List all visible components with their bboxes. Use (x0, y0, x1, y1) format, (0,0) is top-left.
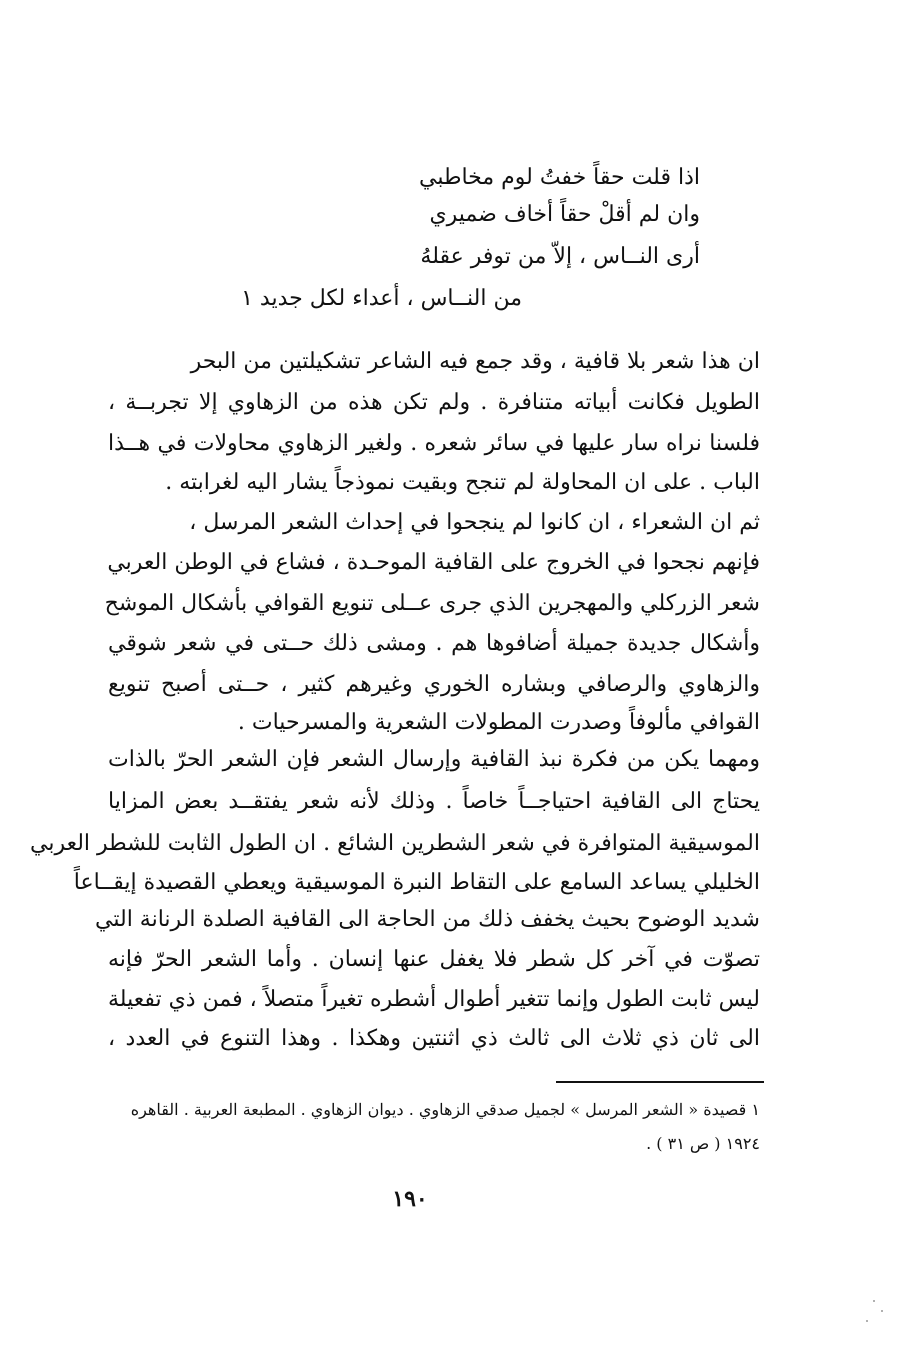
body-line: شعر الزركلي والمهجرين الذي جرى عــلى تنويع القوافي بأشكال الموشح (104, 591, 760, 616)
poem-line: أرى النــاس ، إلاّ من توفر عقلهُ (420, 244, 700, 269)
body-line: الخليلي يساعد السامع على التقاط النبرة الموسيقية ويعطي القصيدة إيقــاعاً (73, 870, 760, 895)
body-line: شديد الوضوح بحيث يخفف ذلك من الحاجة الى القافية الصلدة الرنانة التي (95, 907, 760, 932)
scan-speck (873, 1300, 875, 1302)
body-line: ان هذا شعر بلا قافية ، وقد جمع فيه الشاعر تشكيلتين من البحر (190, 349, 760, 374)
body-line: الموسيقية المتوافرة في شعر الشطرين الشائع . ان الطول الثابت للشطر العربي (30, 831, 760, 856)
body-line: ليس ثابت الطول وإنما تتغير أطوال أشطره تغيراً متصلاً ، فمن ذي تفعيلة (108, 987, 760, 1012)
scan-speck (866, 1320, 868, 1322)
body-line: يحتاج الى القافية احتياجــاً خاصاً . وذلك لأنه شعر يفتقــد بعض المزايا (108, 789, 760, 814)
poem-line: وان لم أقلْ حقاً أخاف ضميري (429, 202, 700, 227)
body-line: ومهما يكن من فكرة نبذ القافية وإرسال الشعر فإن الشعر الحرّ بالذات (108, 747, 760, 772)
body-line: والزهاوي والرصافي وبشاره الخوري وغيرهم كثير ، حــتى أصبح تنويع (108, 672, 760, 697)
footnote-separator (556, 1081, 764, 1083)
body-line: فلسنا نراه سار عليها في سائر شعره . ولغير الزهاوي محاولات في هــذا (108, 431, 760, 456)
body-line: الى ثان ذي ثلاث الى ثالث ذي اثنتين وهكذا . وهذا التنوع في العدد ، (108, 1026, 760, 1051)
body-line: تصوّت في آخر كل شطر فلا يغفل عنها إنسان . وأما الشعر الحرّ فإنه (108, 947, 760, 972)
body-line: ثم ان الشعراء ، ان كانوا لم ينجحوا في إحداث الشعر المرسل ، (189, 510, 760, 535)
page-number: ١٩٠ (392, 1186, 428, 1212)
scan-speck (881, 1310, 883, 1312)
body-line: الباب . على ان المحاولة لم تنجح وبقيت نموذجاً يشار اليه لغرابته . (165, 470, 760, 495)
poem-line: من النــاس ، أعداء لكل جديد ١ (241, 286, 522, 311)
body-line: الطويل فكانت أبياته متنافرة . ولم تكن هذه من الزهاوي إلا تجربــة ، (108, 390, 760, 415)
poem-line: اذا قلت حقاً خفتُ لوم مخاطبي (418, 165, 700, 190)
body-line: وأشكال جديدة جميلة أضافوها هم . ومشى ذلك حــتى في شعر شوقي (108, 631, 760, 656)
footnote-line: ١٩٢٤ ( ص ٣١ ) . (646, 1134, 760, 1153)
body-line: القوافي مألوفاً وصدرت المطولات الشعرية والمسرحيات . (237, 710, 760, 735)
footnote-line: ١ قصيدة « الشعر المرسل » لجميل صدقي الزهاوي . ديوان الزهاوي . المطبعة العربية . القاهره (130, 1100, 760, 1119)
body-line: فإنهم نجحوا في الخروج على القافية الموحـدة ، فشاع في الوطن العربي (107, 550, 760, 575)
